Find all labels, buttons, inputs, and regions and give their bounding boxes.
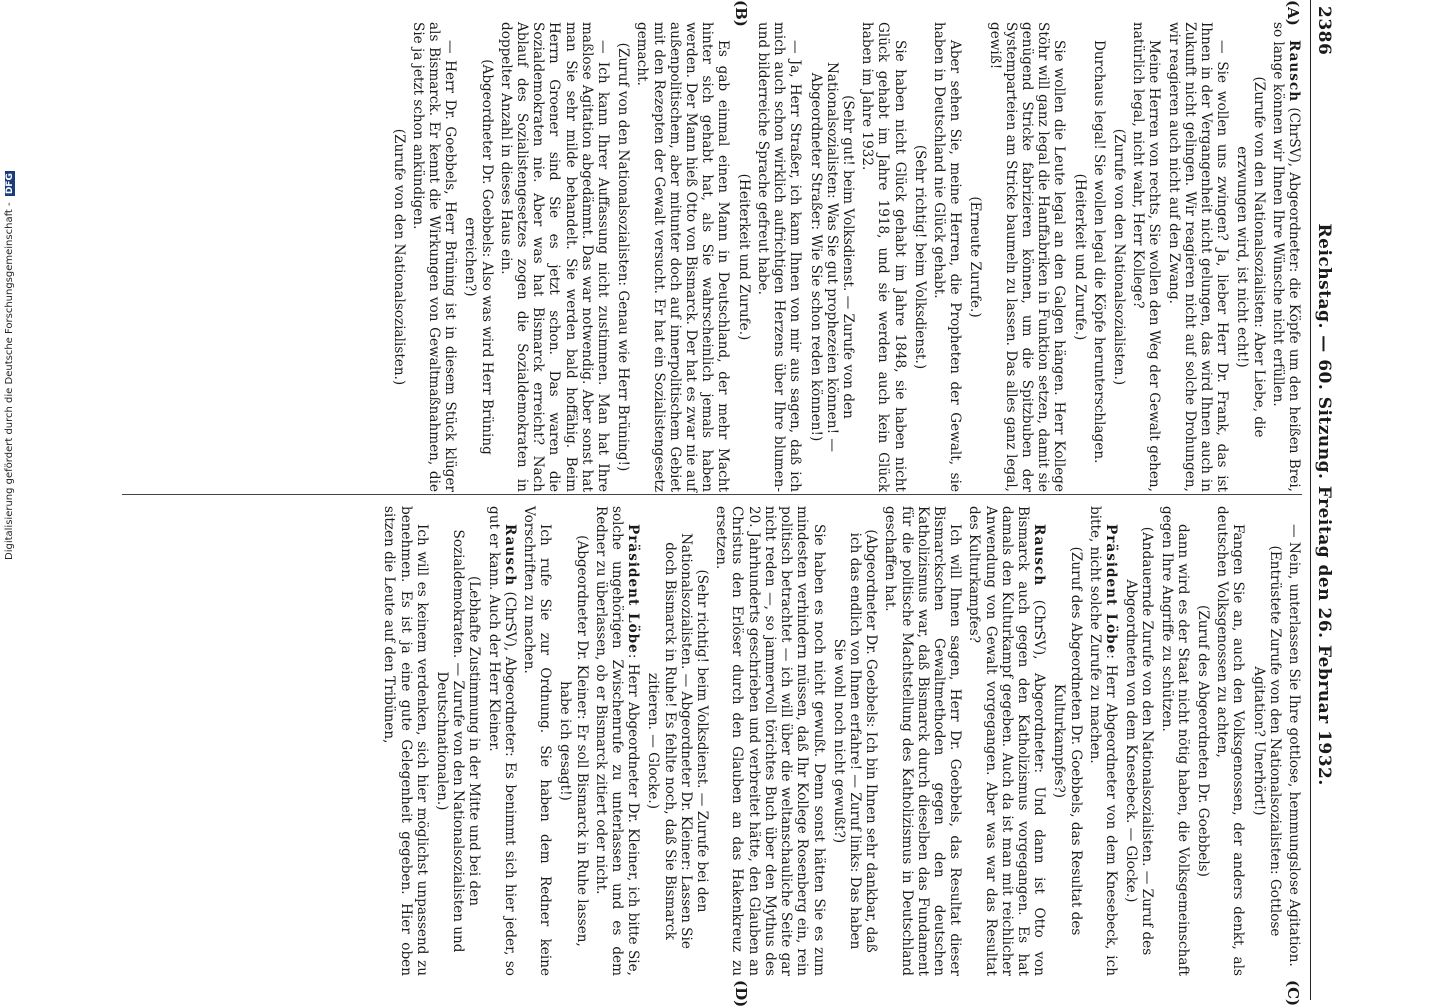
margin-mark-a: (A) bbox=[1284, 0, 1302, 26]
interjection: (Heiterkeit und Zurufe.) bbox=[735, 173, 752, 341]
interjection: (Abgeordneter Dr. Goebbels: Ich bin Ihnen sehr dankbar, daß ich das endlich von Ihnen erfahre! — Zuruf links: Das haben Sie wohl noch nicht gewußt?) bbox=[830, 529, 880, 953]
speech-paragraph: Fangen Sie an, auch den Volksgenossen, der anders denkt, als deutschen Volksgenossen zu achten, bbox=[1214, 506, 1247, 976]
speech-paragraph: Meine Herren von rechts, Sie wollen den Weg der Gewalt gehen, natürlich legal, nicht wahr, Herr Kollege? bbox=[1130, 22, 1163, 492]
speech-paragraph: Sie haben es noch nicht gewußt. Denn sonst hätten Sie es zum mindesten verhindern müssen, daß Ihr Kollege Rosenberg ein, rein politisch betrachtet — ich will über die weltanschauliche Seite gar nicht reden —, so jammervoll törichtes Buch über den Mythus des 20. Jahrhunderts geschrieben und verbreitet hätte, den Glauben an Christus den Erlöser durch den Glauben an das Hakenkreuz zu ersetzen. bbox=[713, 506, 827, 976]
speech-paragraph: Aber sehen Sie, meine Herren, die Propheten der Gewalt, sie haben in Deutschland nie Glück gehabt. bbox=[930, 22, 964, 492]
speaker-name: Rausch bbox=[501, 524, 518, 587]
speaker-name: Rausch bbox=[1286, 40, 1302, 103]
speech-paragraph: — Ja, Herr Straßer, ich kann Ihnen von mir aus sagen, daß ich mich auch schon wirklich aufrichtigen Herzens über Ihre blumen- und bilderreiche Sprache gefreut habe. bbox=[754, 22, 804, 492]
interjection: (Erneute Zurufe.) bbox=[967, 196, 984, 318]
interjection: (Sehr richtig! beim Volksdienst. — Zurufe bei den Nationalsozialisten. — Abgeordneter Dr. Kleiner: Lassen Sie doch Bismarck in Ruhe! Es fehlte noch, daß Sie Bismarck zitieren. — Glocke.) bbox=[645, 533, 711, 949]
speech-paragraph: — Nein, unterlassen Sie Ihre gottlose, hemmungslose Agitation. bbox=[1286, 524, 1302, 967]
interjection: (Abgeordneter Dr. Kleiner: Er soll Bismarck in Ruhe lassen, habe ich gesagt!) bbox=[557, 535, 590, 947]
speech-paragraph: — Ich kann Ihrer Auffassung nicht zustimmen. Man hat Ihre maßlose Agitation abgedämmt. Das war notwendig. Aber sonst hat man Sie sehr milde behandelt. Sie werden bald hoffähig. Beim Herrn Groener sind Sie es jetzt schon. Das waren die Sozialdemokraten nie. Aber was hat Bismarck erreicht? Nach Ablauf des Sozialistengesetzes zogen die Sozialdemokraten in doppelter Anzahl in dieses Haus ein. bbox=[497, 22, 612, 492]
speech-paragraph: Ich will es keinem verdenken, sich hier möglichst unpassend zu benehmen. Es ist ja eine gute Gelegenheit gegeben. Hier oben sitzen die Leute auf den Tribünen, bbox=[381, 506, 430, 976]
speech-paragraph bbox=[1087, 506, 1119, 976]
interjection: (Zuruf des Abgeordneten Dr. Goebbels) bbox=[1194, 605, 1211, 877]
digitization-credit bbox=[4, 171, 15, 560]
speech-paragraph: Ich rufe Sie zur Ordnung. Sie haben dem Redner keine Vorschriften zu machen. bbox=[521, 506, 554, 976]
interjection: (Zurufe von den Nationalsozialisten: Aber Liebe, die erzwungen wird, ist nicht echt!) bbox=[1234, 76, 1267, 438]
interjection: (Zuruf des Abgeordneten Dr. Goebbels, das Resultat des Kulturkampfes?) bbox=[1051, 546, 1084, 936]
interjection: (Entrüstete Zurufe von den Nationalsozialisten: Gottlose Agitation? Unerhört!) bbox=[1250, 545, 1283, 937]
speech-paragraph: Ich will Ihnen sagen, Herr Dr. Goebbels, das Resultat dieser Bismarckschen Gewaltmethoden gegen den deutschen Katholizismus war, daß Bismarck durch dieselben das Fundament für die politische Machtstellung des Katholizismus in Deutschland geschaffen hat. bbox=[882, 506, 964, 976]
speech-paragraph: Es gab einmal einen Mann in Deutschland, der mehr Macht hinter sich gehabt hat, als Sie wahrscheinlich jemals haben werden. Der Mann hieß Otto von Bismarck. Der hat es zwar nie auf außenpolitischem, aber mitunter doch auf innerpolitischem Gebiet mit den Rezepten der Gewalt versucht. Er hat ein Sozialistengesetz gemacht. bbox=[634, 22, 732, 492]
speech-paragraph: Sie haben nicht Glück gehabt im Jahre 1848, sie haben nicht Glück gehabt im Jahre 1918, und sie werden auch kein Glück haben im Jahre 1932. bbox=[859, 22, 908, 492]
interjection: (Zuruf von den Nationalsozialisten: Genau wie Herr Brüning!) bbox=[615, 42, 632, 472]
margin-mark-b: (B) bbox=[732, 0, 750, 27]
speech-paragraph bbox=[485, 506, 517, 976]
interjection: (Sehr richtig! beim Volksdienst.) bbox=[911, 144, 928, 370]
rotated-document-page bbox=[108, 0, 1338, 1007]
interjection: (Zurufe von den Nationalsozialisten.) bbox=[1110, 128, 1127, 386]
interjection: (Heiterkeit und Zurufe.) bbox=[1071, 173, 1088, 341]
speaker-name: Rausch bbox=[1031, 524, 1048, 587]
speech-paragraph: — Herr Dr. Goebbels, Herr Brüning ist in diesem Stück klüger als Bismarck. Er kennt die Wirkungen von Gewaltmaßnahmen, die Sie ja jetzt schon ankündigen. bbox=[409, 22, 459, 492]
column-divider bbox=[122, 494, 1302, 495]
speaker-name: Präsident Löbe bbox=[1102, 524, 1119, 655]
speech-paragraph: Durchaus legal! Sie wollen legal die Köpfe herunterschlagen. bbox=[1090, 40, 1107, 464]
right-column bbox=[378, 506, 1302, 976]
credit-text: Digitalisierung gefördert durch die Deutsche Forschungsgemeinschaft - bbox=[4, 202, 15, 560]
interjection: (Zurufe von den Nationalsozialisten.) bbox=[390, 128, 407, 386]
speech-paragraph bbox=[1270, 22, 1302, 492]
interjection: (Andauernde Zurufe von den Nationalsozialisten. — Zuruf des Abgeordneten von dem Knesebeck. — Glocke.) bbox=[1123, 526, 1156, 956]
margin-mark-c: (C) bbox=[1284, 980, 1302, 1007]
speech-paragraph bbox=[966, 506, 1047, 976]
speech-text: : Herr Abgeordneter von dem Knesebeck, ich bitte, nicht solche Zurufe zu machen. bbox=[1086, 506, 1119, 976]
speech-paragraph: dann wird es der Staat nicht nötig haben, die Volksgemeinschaft gegen Ihre Angriffe zu schützen. bbox=[1158, 506, 1191, 976]
speech-paragraph bbox=[593, 506, 642, 976]
interjection: (Abgeordneter Dr. Goebbels: Also was wird Herr Brüning erreichen?) bbox=[462, 59, 495, 455]
page-number: 2386 bbox=[1314, 6, 1334, 56]
speaker-name: Präsident Löbe bbox=[625, 524, 642, 654]
dfg-logo: DFG bbox=[5, 173, 15, 195]
speech-text: (ChrSV), Abgeordneter: die Köpfe um den heißen Brei, so lange können wir Ihnen Ihre Wünsche nicht erfüllen. bbox=[1269, 22, 1302, 492]
speech-text: (ChrSV), Abgeordneter: Und dann ist Otto von Bismarck auch gegen den Katholizismus vorgegangen. Es hat damals den Kulturkampf gegeben. Auch da ist man mit reichlicher Anwendung von Gewalt vorgegangen. Aber was war das Resultat des Kulturkampfes? bbox=[966, 506, 1048, 976]
speech-paragraph: — Sie wollen uns zwingen? Ja, lieber Herr Dr. Frank, das ist Ihnen in der Vergangenheit nicht gelungen, das wird Ihnen auch in Zukunft nicht gelingen. Wir reagieren nicht auf solche Drohungen, wir reagieren auch nicht auf den Zwang. bbox=[1165, 22, 1231, 492]
interjection: (Sehr gut! beim Volksdienst. — Zurufe von den Nationalsozialisten: Was Sie gut prophezeien können! — Abgeordneter Straßer: Wie Sie schon reden können!) bbox=[807, 62, 856, 452]
margin-mark-d: (D) bbox=[732, 980, 750, 1007]
interjection: (Lebhafte Zustimmung in der Mitte und bei den Sozialdemokraten. — Zurufe von den Nationalsozialisten und Deutschnationalen.) bbox=[434, 529, 483, 953]
speech-text: (ChrSV), Abgeordneter: Es benimmt sich hier jeder, so gut er kann. Auch der Herr Kleiner. bbox=[485, 506, 518, 976]
speech-text: : Herr Abgeordneter Dr. Kleiner, ich bitte Sie, solche ungehörigen Zwischenrufe zu unterlassen und es dem Redner zu überlassen, ob er Bismarck zitiert oder nicht. bbox=[592, 506, 642, 977]
speech-paragraph: Sie wollen die Leute legal an den Galgen hängen. Herr Kollege Stöhr will ganz legal die Hanffabriken in Funktion setzen, damit sie genügend Stricke fabrizieren können, um die Spitzbuben der Systemparteien am Stricke baumeln zu lassen. Das alles ganz legal, gewiß! bbox=[986, 22, 1068, 492]
page-header bbox=[1310, 0, 1338, 1000]
left-column bbox=[386, 22, 1302, 492]
page-title: Reichstag. — 60. Sitzung. Freitag den 26. Februar 1932. bbox=[1314, 223, 1334, 786]
